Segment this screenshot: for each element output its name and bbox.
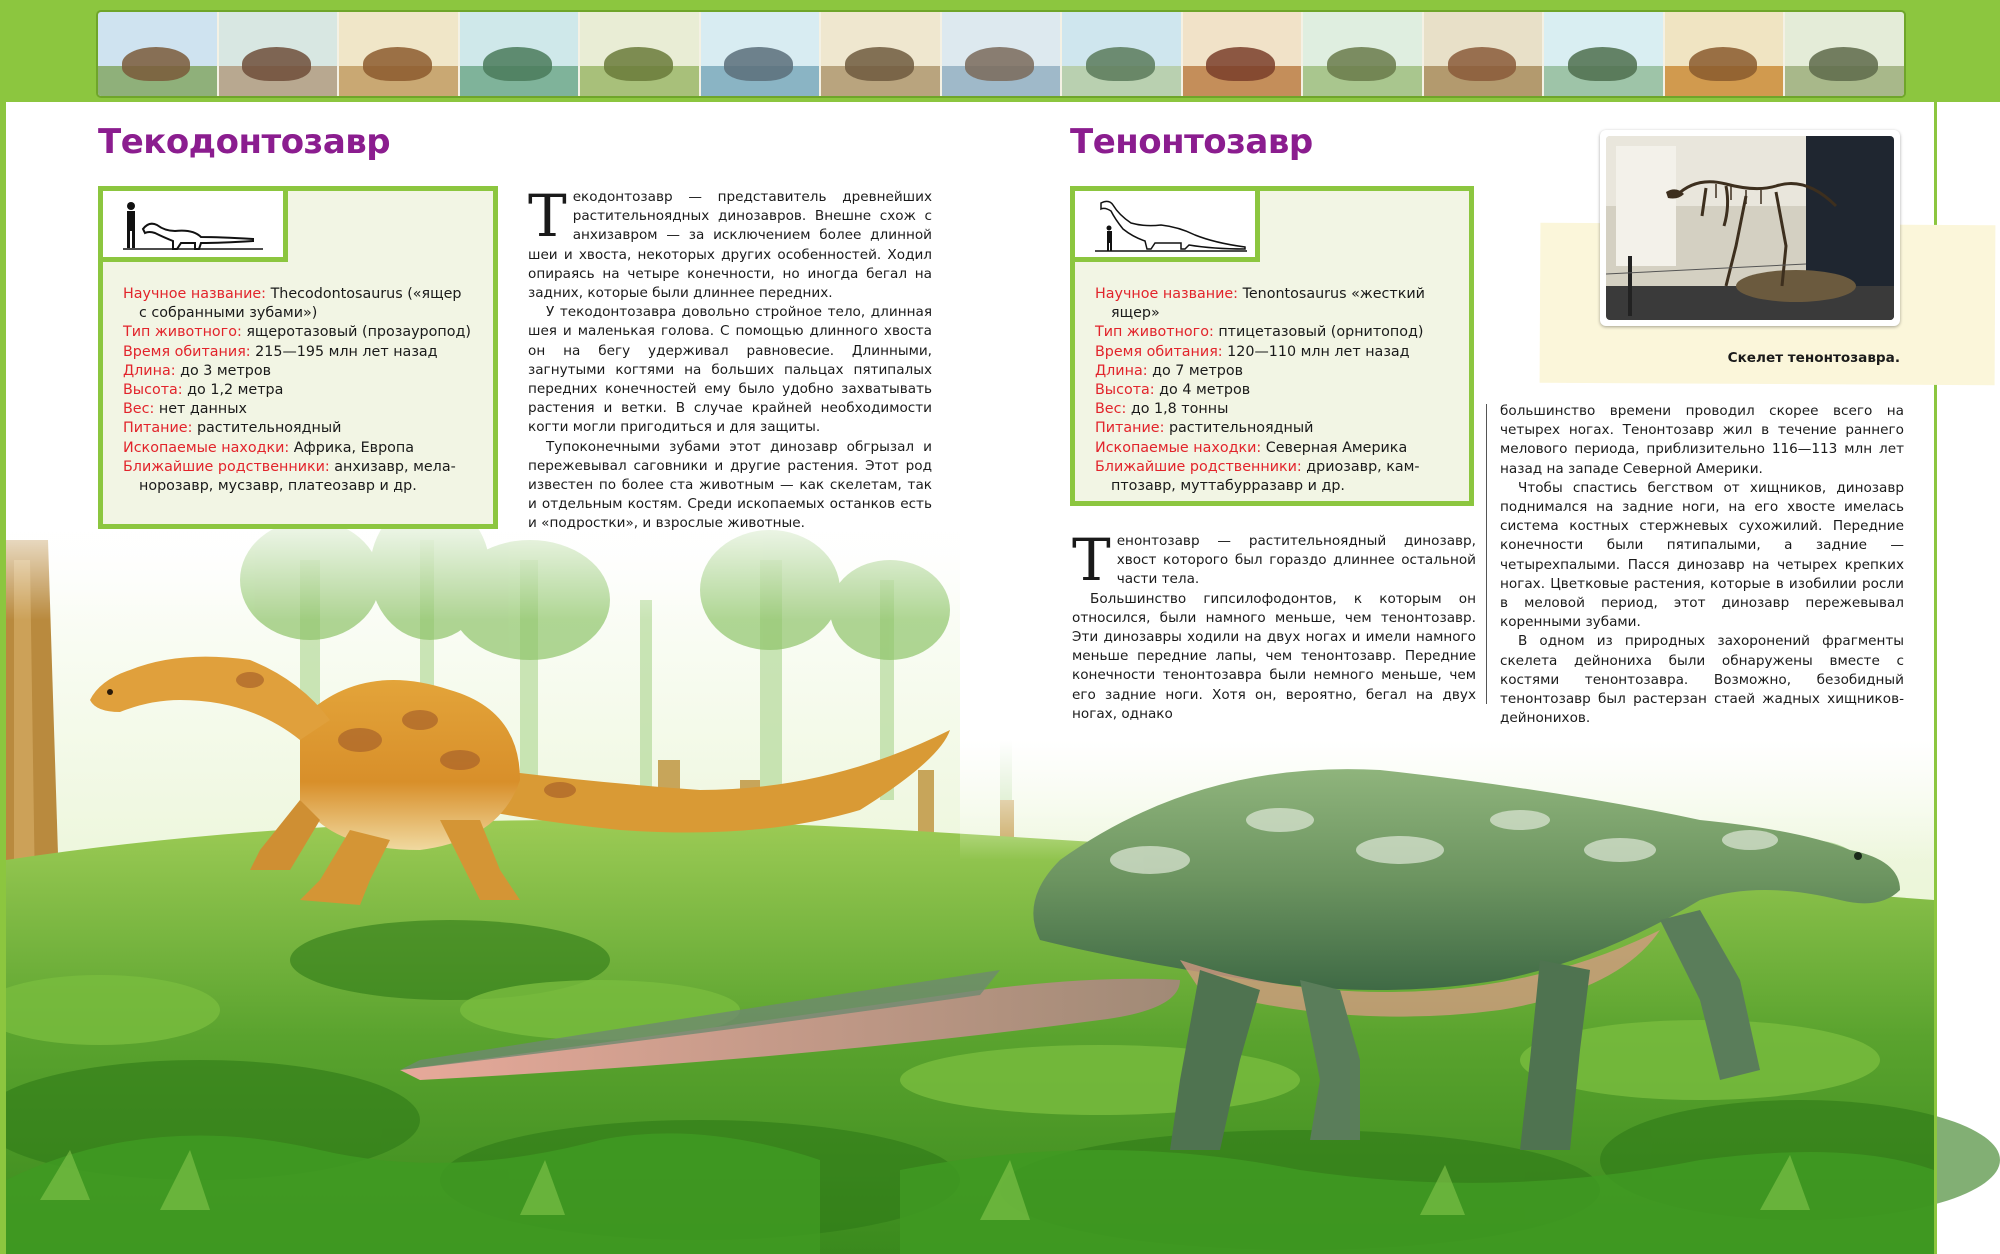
fact-value: растительноядный xyxy=(1168,420,1314,437)
thumbnail-tile xyxy=(460,12,581,96)
right-article-col2 xyxy=(1500,402,1904,728)
fact-row xyxy=(123,343,483,362)
thumbnail-tile xyxy=(339,12,460,96)
thumbnail-creature xyxy=(1809,47,1878,81)
fact-label: Длина: xyxy=(1095,362,1148,379)
thumbnail-creature xyxy=(845,47,914,81)
thumbnail-tile xyxy=(1303,12,1424,96)
article-paragraph: У текодонтозавра довольно стройное тело, длинная шея и маленькая голова. С помощью длинного хвоста он на бегу удерживал равновесие. Длинными, загнутыми когтями на больших пальцах пятипалых передних конечностей ему было удобно захватывать растения и ветки. В случае крайней необходимости когти могли пригодиться и для защиты. xyxy=(528,304,932,436)
fact-row xyxy=(123,285,483,304)
left-page-edge xyxy=(0,102,6,1254)
fact-value: ящеротазовый (прозауропод) xyxy=(246,324,471,341)
thumbnail-tile xyxy=(98,12,219,96)
article-paragraph: Тупоконечными зубами этот динозавр обгрызал и пережевывал саговники и другие растения. Этот род известен по более ста животным — как скелетам, так и отдельным костям. Среди ископаемых останков есть и «подростки», и взрослые животные. xyxy=(528,438,932,532)
right-info-box xyxy=(1070,186,1474,506)
fact-label: Высота: xyxy=(123,382,183,399)
fact-label: Научное название: xyxy=(1095,286,1239,302)
left-title: Текодонтозавр xyxy=(98,122,391,162)
article-paragraph: большинство времени проводил скорее всего на четырех ногах. Тенонтозавр жил в течение раннего мелового периода, приблизительно 116—113 млн лет назад на западе Северной Америки. xyxy=(1500,403,1904,477)
size-silhouette xyxy=(98,186,288,262)
thumbnail-creature xyxy=(1689,47,1758,81)
drop-cap: Т xyxy=(1072,526,1111,594)
fact-value: анхизавр, мела- xyxy=(334,458,456,475)
fact-value: птицетазовый (орнитопод) xyxy=(1218,324,1424,341)
thumbnail-strip xyxy=(98,12,1904,96)
fact-row-continued xyxy=(123,304,483,323)
fact-label: Ископаемые находки: xyxy=(123,439,290,456)
fact-row-continued xyxy=(1095,304,1459,323)
fact-label: Научное название: xyxy=(123,286,267,302)
thumbnail-creature xyxy=(724,47,793,81)
thumbnail-creature xyxy=(363,47,432,81)
fact-label: Питание: xyxy=(123,420,193,437)
thumbnail-tile xyxy=(1424,12,1545,96)
paragraph-text: енонтозавр — растительноядный динозавр, хвост которого был гораздо длиннее остальной части тела. xyxy=(1116,533,1476,588)
fact-value: ящер» xyxy=(1111,305,1160,322)
fact-row xyxy=(123,419,483,438)
paragraph-text: екодонтозавр — представитель древнейших растительноядных динозавров. Внешне схож с анхизавром — за исключением более длинной шеи и хвоста, некоторых других особенностей. Ходил опираясь на четыре конечности, но иногда бегал на задних, которые были длиннее передних. xyxy=(528,189,932,302)
fact-value: до 4 метров xyxy=(1159,382,1251,399)
thumbnail-tile xyxy=(219,12,340,96)
thumbnail-creature xyxy=(1448,47,1517,81)
thumbnail-creature xyxy=(242,47,311,81)
fact-value: нет данных xyxy=(158,401,247,418)
fact-label: Ближайшие родственники: xyxy=(123,458,330,475)
fact-row xyxy=(123,381,483,400)
thumbnail-creature xyxy=(483,47,552,81)
fact-row xyxy=(123,323,483,342)
fact-row xyxy=(1095,343,1459,362)
fact-label: Длина: xyxy=(123,362,176,379)
fact-row xyxy=(1095,285,1459,304)
left-info-box xyxy=(98,186,498,529)
fact-row xyxy=(1095,400,1459,419)
fact-row xyxy=(1095,323,1459,342)
header-banner xyxy=(0,0,2000,102)
fact-value: до 3 метров xyxy=(180,362,272,379)
skeleton-photo-image xyxy=(1606,136,1894,320)
thumbnail-creature xyxy=(1086,47,1155,81)
fact-value: с собранными зубами») xyxy=(139,305,318,322)
fact-row-continued xyxy=(123,477,483,496)
size-comparison-icon xyxy=(103,191,283,257)
article-paragraph: Большинство гипсилофодонтов, к которым он относился, были намного меньше, чем тенонтозавр. Эти динозавры ходили на двух ногах и имели намного меньше передние лапы, чем тенонтозавр. Передние конечности тенонтозавра были немного меньше, чем его задние ноги. Хотя он, вероятно, бегал на двух ногах, однако xyxy=(1072,590,1476,722)
right-title: Тенонтозавр xyxy=(1070,122,1313,162)
right-article-col1 xyxy=(1072,526,1476,724)
left-facts xyxy=(123,285,483,496)
fact-value: до 1,8 тонны xyxy=(1130,401,1229,418)
fact-label: Тип животного: xyxy=(123,324,242,341)
right-facts xyxy=(1095,285,1459,496)
article-paragraph: В одном из природных захоронений фрагменты скелета дейнониха были обнаружены вместе с костями тенонтозавра. Возможно, безобидный тенонтозавр был растерзан стаей жадных хищников-дейнонихов. xyxy=(1500,633,1904,727)
fact-value: Thecodontosaurus («ящер xyxy=(270,286,462,302)
thumbnail-creature xyxy=(1568,47,1637,81)
fact-row-continued xyxy=(1095,477,1459,496)
size-silhouette xyxy=(1070,186,1260,262)
fact-row xyxy=(1095,381,1459,400)
fact-label: Тип животного: xyxy=(1095,324,1214,341)
thumbnail-tile xyxy=(580,12,701,96)
size-comparison-icon xyxy=(1075,191,1255,257)
photo-caption: Скелет тенонтозавра. xyxy=(1727,350,1900,366)
fact-value: дриозавр, кам- xyxy=(1306,458,1420,475)
thumbnail-tile xyxy=(821,12,942,96)
drop-cap: Т xyxy=(528,182,567,250)
fact-row xyxy=(123,439,483,458)
fact-row xyxy=(1095,362,1459,381)
fact-value: Северная Америка xyxy=(1265,439,1408,456)
thumbnail-tile xyxy=(1183,12,1304,96)
fact-value: до 7 метров xyxy=(1152,362,1244,379)
skeleton-photo xyxy=(1606,136,1894,320)
fact-row xyxy=(123,362,483,381)
fact-label: Вес: xyxy=(1095,401,1127,418)
thumbnail-creature xyxy=(1206,47,1275,81)
article-paragraph: Чтобы спастись бегством от хищников, динозавр поднимался на задние ноги, на его хвосте имелась система костных стержневых сухожилий. Передние конечности были пятипалыми, а задние — четырехпалыми. Пасся динозавр на четырех крепких ногах. Цветковые растения, которые в изобилии росли в меловой период, этот динозавр пережевывал коренными зубами. xyxy=(1500,479,1904,631)
fact-row xyxy=(123,400,483,419)
fact-value: Tenontosaurus «жесткий xyxy=(1242,286,1425,302)
fact-row xyxy=(123,458,483,477)
fact-label: Ближайшие родственники: xyxy=(1095,458,1302,475)
fact-label: Время обитания: xyxy=(1095,343,1223,360)
fact-label: Вес: xyxy=(123,401,155,418)
fact-value: 120—110 млн лет назад xyxy=(1227,343,1410,360)
fact-value: Африка, Европа xyxy=(293,439,414,456)
fact-label: Ископаемые находки: xyxy=(1095,439,1262,456)
thumbnail-creature xyxy=(122,47,191,81)
fact-row xyxy=(1095,458,1459,477)
fact-value: норозавр, мусзавр, платеозавр и др. xyxy=(139,478,417,495)
fact-value: растительноядный xyxy=(196,420,342,437)
fact-label: Высота: xyxy=(1095,382,1155,399)
thumbnail-tile xyxy=(1062,12,1183,96)
fact-value: 215—195 млн лет назад xyxy=(255,343,438,360)
thumbnail-tile xyxy=(942,12,1063,96)
fact-value: птозавр, муттабурразавр и др. xyxy=(1111,478,1345,495)
thumbnail-tile xyxy=(1665,12,1786,96)
thumbnail-creature xyxy=(1327,47,1396,81)
column-divider xyxy=(1486,404,1487,704)
thumbnail-tile xyxy=(1544,12,1665,96)
fact-row xyxy=(1095,419,1459,438)
fact-label: Питание: xyxy=(1095,420,1165,437)
article-paragraph xyxy=(528,182,932,303)
thumbnail-creature xyxy=(604,47,673,81)
thumbnail-creature xyxy=(965,47,1034,81)
fact-label: Время обитания: xyxy=(123,343,251,360)
article-paragraph xyxy=(1072,526,1476,594)
fact-row xyxy=(1095,439,1459,458)
thumbnail-tile xyxy=(701,12,822,96)
fact-value: до 1,2 метра xyxy=(187,382,284,399)
left-article xyxy=(528,182,932,534)
thumbnail-tile xyxy=(1785,12,1904,96)
